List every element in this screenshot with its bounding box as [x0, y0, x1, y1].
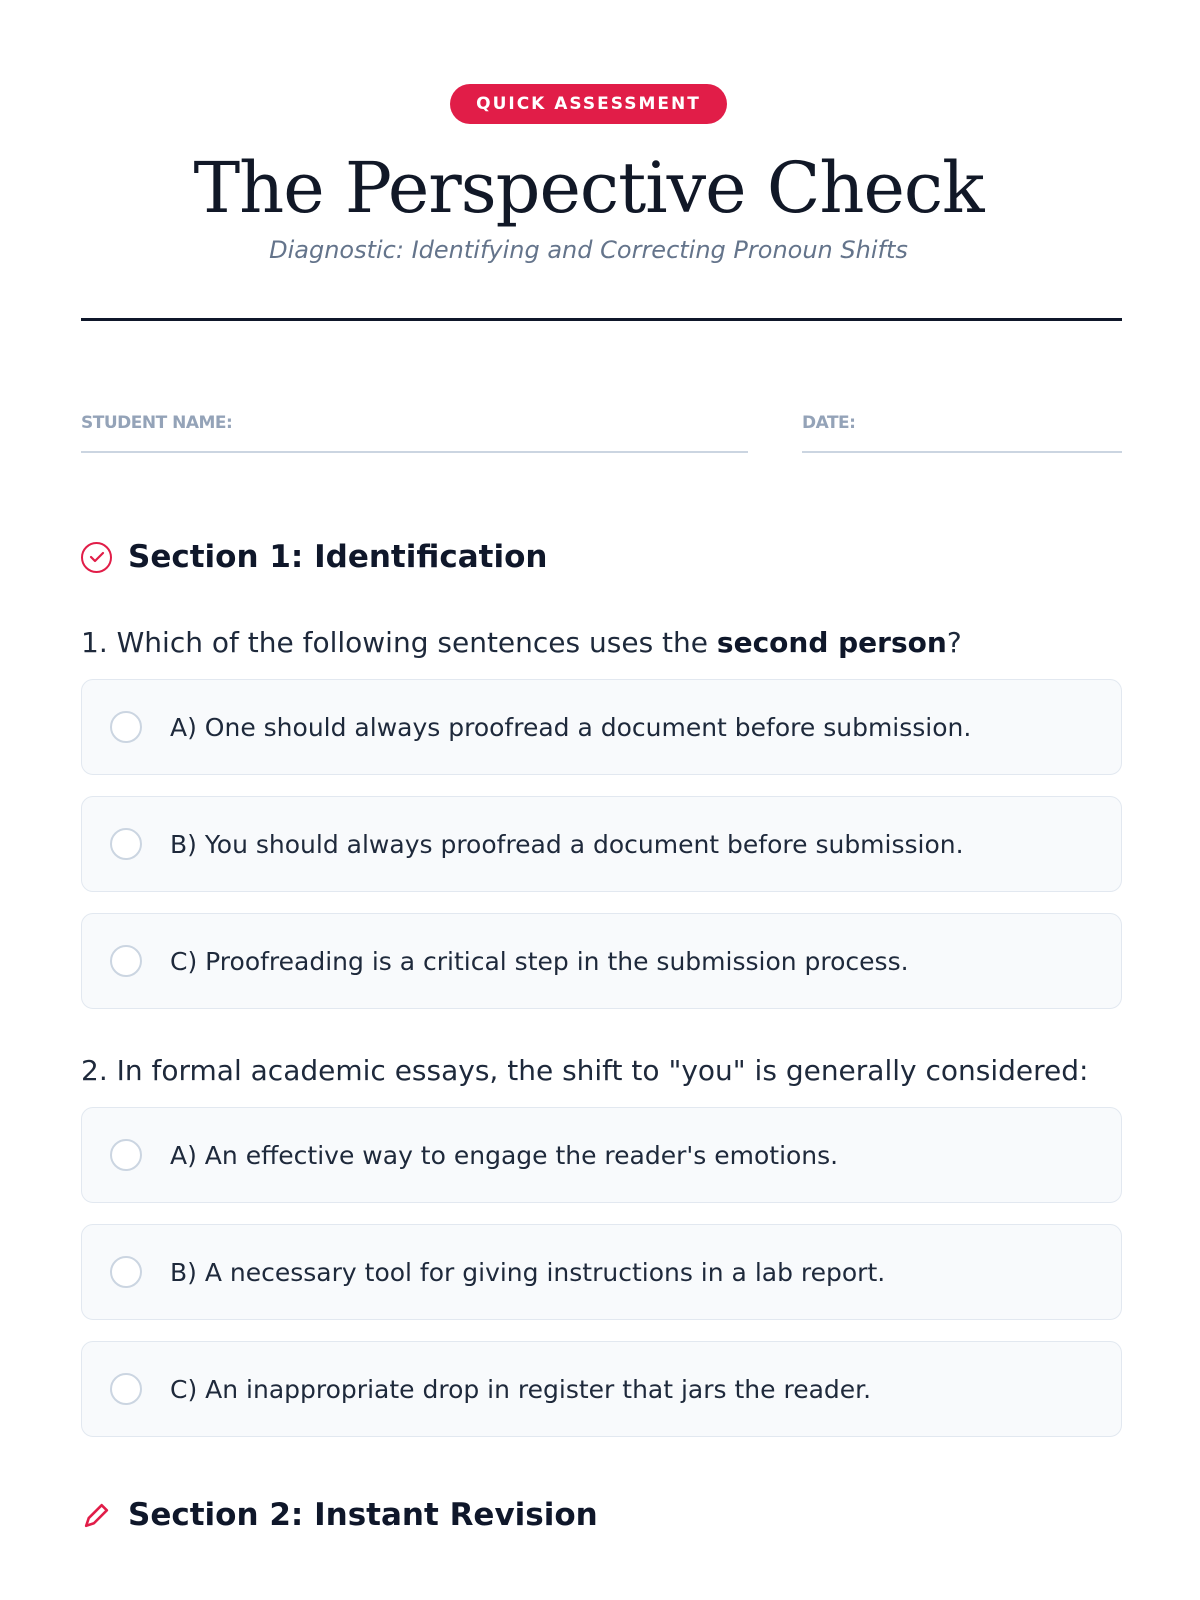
- option-label: B) A necessary tool for giving instructions in a lab report.: [170, 1257, 886, 1287]
- student-info-fields: [81, 413, 1122, 453]
- radio-button[interactable]: [110, 1256, 142, 1288]
- date-label: DATE:: [802, 413, 856, 433]
- question-1-emphasis: second person: [716, 626, 947, 659]
- date-field[interactable]: [802, 413, 1122, 453]
- header: [81, 0, 1096, 266]
- question-2-option-c[interactable]: [81, 1341, 1122, 1437]
- page-title: The Perspective Check: [193, 147, 984, 229]
- question-2-option-b[interactable]: [81, 1224, 1122, 1320]
- question-1-option-a[interactable]: [81, 679, 1122, 775]
- page-subtitle: Diagnostic: Identifying and Correcting Pronoun Shifts: [269, 236, 908, 264]
- radio-button[interactable]: [110, 945, 142, 977]
- header-divider: [81, 318, 1122, 321]
- check-circle-icon: [81, 542, 112, 573]
- question-1-prefix: 1. Which of the following sentences uses the: [81, 626, 717, 659]
- question-2-options: [81, 1107, 1122, 1437]
- student-name-field[interactable]: [81, 413, 748, 453]
- option-label: A) One should always proofread a document before submission.: [170, 712, 972, 742]
- option-label: B) You should always proofread a document before submission.: [170, 829, 964, 859]
- radio-button[interactable]: [110, 828, 142, 860]
- section-2-heading: [81, 1497, 1096, 1533]
- question-1-suffix: ?: [946, 626, 962, 659]
- question-2: 2. In formal academic essays, the shift to "you" is generally considered:: [81, 1054, 1089, 1087]
- question-1-option-c[interactable]: [81, 913, 1122, 1009]
- option-label: A) An effective way to engage the reader's emotions.: [170, 1140, 839, 1170]
- section-2-title: Section 2: Instant Revision: [128, 1497, 598, 1533]
- question-1-option-b[interactable]: [81, 796, 1122, 892]
- student-name-label: STUDENT NAME:: [81, 413, 233, 433]
- question-1-options: [81, 679, 1122, 1009]
- question-1: [81, 625, 1096, 661]
- assessment-badge: QUICK ASSESSMENT: [450, 84, 727, 124]
- radio-button[interactable]: [110, 1373, 142, 1405]
- option-label: C) An inappropriate drop in register that jars the reader.: [170, 1374, 872, 1404]
- radio-button[interactable]: [110, 711, 142, 743]
- section-1-heading: [81, 539, 1096, 575]
- pencil-icon: [81, 1500, 112, 1531]
- option-label: C) Proofreading is a critical step in the submission process.: [170, 946, 909, 976]
- radio-button[interactable]: [110, 1139, 142, 1171]
- question-2-option-a[interactable]: [81, 1107, 1122, 1203]
- section-1-title: Section 1: Identification: [128, 539, 548, 575]
